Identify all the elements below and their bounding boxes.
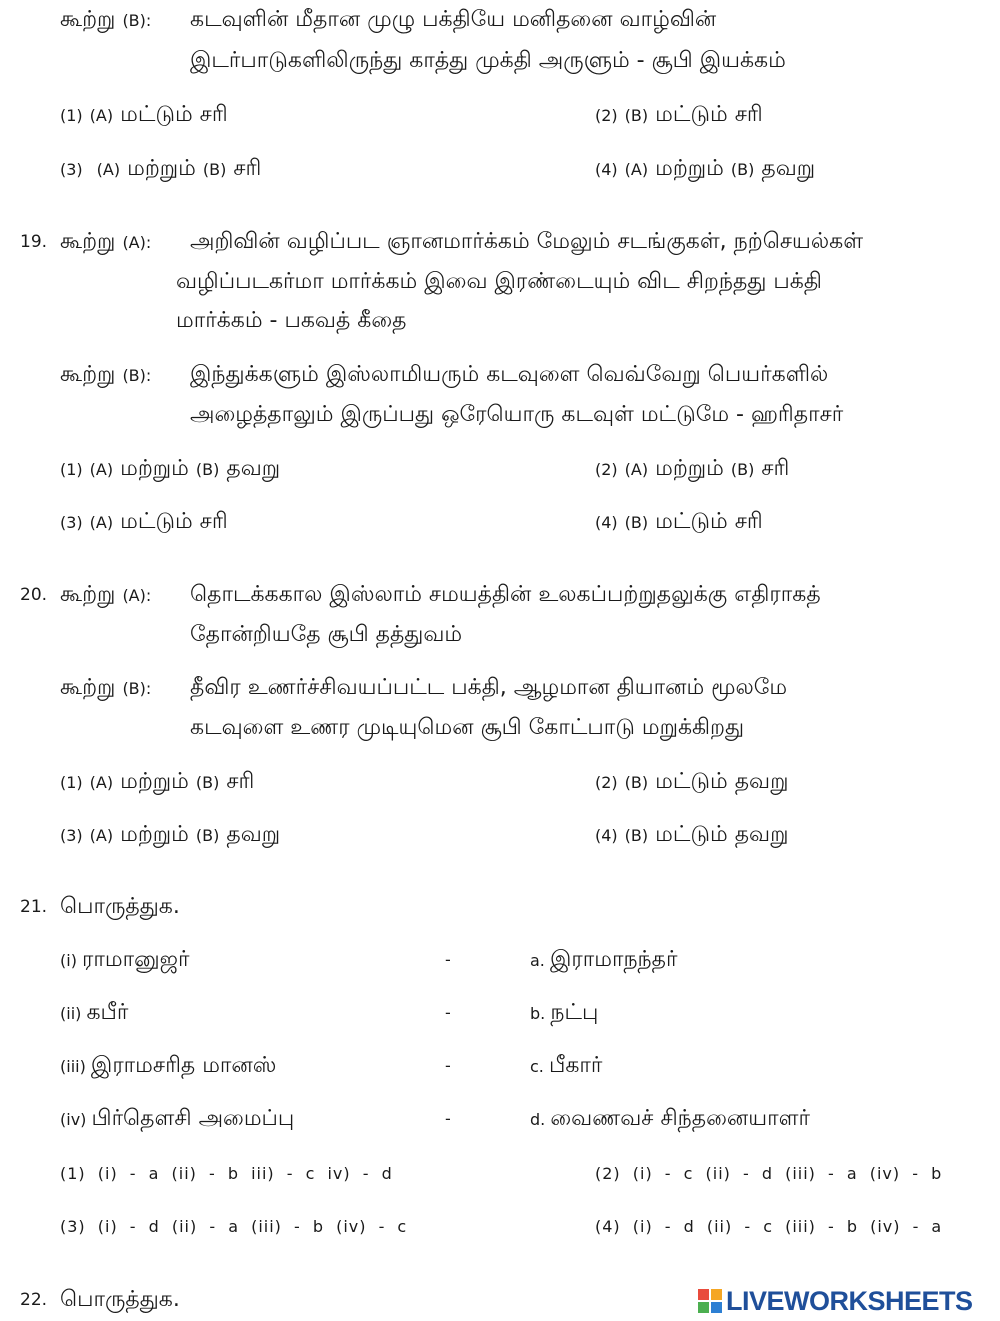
match-right-text: நட்பு xyxy=(550,1000,599,1025)
option-word: மற்றும் xyxy=(655,156,724,181)
q18-option-4[interactable] xyxy=(595,155,815,184)
option-number: (1) xyxy=(60,106,83,125)
option-word: மற்றும் xyxy=(120,456,189,481)
match-row-3 xyxy=(60,1052,276,1081)
option-word: தவறு xyxy=(226,456,281,481)
statement-label: கூற்று xyxy=(60,362,116,387)
statement-label: கூற்று xyxy=(60,7,116,32)
option-word: சரி xyxy=(761,456,790,481)
match-dash: - xyxy=(445,1056,451,1075)
option-tag: (B) xyxy=(624,826,649,845)
option-word: சரி xyxy=(734,102,763,127)
match-row-4 xyxy=(60,1105,294,1134)
option-tag: (B) xyxy=(730,160,755,179)
statement-tag: (A): xyxy=(122,586,152,605)
q20-statement-a xyxy=(60,581,151,610)
question-number-20: 20. xyxy=(20,585,48,605)
option-tag: (B) xyxy=(195,460,220,479)
q19-b-line2: அழைத்தாலும் இருப்பது ஒரேயொரு கடவுள் மட்டுமே - ஹரிதாசர் xyxy=(190,402,844,427)
option-number: (3) xyxy=(60,160,83,179)
option-tag: (A) xyxy=(89,773,114,792)
option-tag: (B) xyxy=(624,106,649,125)
option-tag: (A) xyxy=(624,160,649,179)
q19-option-2[interactable] xyxy=(595,455,789,484)
match-right-2 xyxy=(530,999,598,1028)
option-word: சரி xyxy=(233,156,262,181)
option-number: (2) xyxy=(595,773,618,792)
q21-option-4[interactable]: (4) (i) - d (ii) - c (iii) - b (iv) - a xyxy=(595,1217,943,1236)
option-tag: (A) xyxy=(89,460,114,479)
option-word: மற்றும் xyxy=(120,822,189,847)
option-number: (3) xyxy=(60,826,83,845)
option-word: தவறு xyxy=(734,822,789,847)
option-word: மட்டும் xyxy=(655,769,728,794)
liveworksheets-watermark xyxy=(698,1286,973,1316)
option-word: மற்றும் xyxy=(655,456,724,481)
option-word: மட்டும் xyxy=(655,509,728,534)
match-left-text: பிர்தௌசி அமைப்பு xyxy=(91,1106,295,1131)
statement-tag: (A): xyxy=(122,233,152,252)
q21-option-1[interactable]: (1) (i) - a (ii) - b iii) - c iv) - d xyxy=(60,1164,393,1183)
option-number: (4) xyxy=(595,160,618,179)
q21-title: பொருத்துக. xyxy=(60,894,180,919)
match-row-2 xyxy=(60,999,128,1028)
match-right-index: a. xyxy=(530,951,545,970)
option-tag: (A) xyxy=(624,460,649,479)
statement-label: கூற்று xyxy=(60,582,116,607)
question-number-22: 22. xyxy=(20,1290,48,1310)
option-word: சரி xyxy=(226,769,255,794)
match-right-text: பீகார் xyxy=(548,1053,603,1078)
option-word: மற்றும் xyxy=(127,156,196,181)
option-word: சரி xyxy=(734,509,763,534)
match-left-index: (iv) xyxy=(60,1110,87,1129)
option-word: சரி xyxy=(199,509,228,534)
match-dash: - xyxy=(445,1003,451,1022)
match-right-index: b. xyxy=(530,1004,546,1023)
q19-a-line1: அறிவின் வழிப்பட ஞானமார்க்கம் மேலும் சடங்குகள், நற்செயல்கள் xyxy=(190,229,864,254)
match-right-index: d. xyxy=(530,1110,546,1129)
option-tag: (B) xyxy=(624,513,649,532)
option-number: (4) xyxy=(595,826,618,845)
watermark-text: LIVEWORKSHEETS xyxy=(726,1285,973,1316)
q20-statement-b xyxy=(60,674,151,703)
q20-option-1[interactable] xyxy=(60,768,254,797)
q19-a-line3: மார்க்கம் - பகவத் கீதை xyxy=(176,308,407,333)
q18-option-1[interactable] xyxy=(60,101,228,130)
q20-option-2[interactable] xyxy=(595,768,788,797)
option-tag: (A) xyxy=(89,106,114,125)
option-number: (2) xyxy=(595,460,618,479)
match-left-text: ராமானுஜர் xyxy=(82,947,190,972)
q21-option-2[interactable]: (2) (i) - c (ii) - d (iii) - a (iv) - b xyxy=(595,1164,943,1183)
q18-statement-b xyxy=(60,6,151,35)
q19-b-line1: இந்துக்களும் இஸ்லாமியரும் கடவுளை வெவ்வேறு பெயர்களில் xyxy=(190,362,829,387)
q21-option-3[interactable]: (3) (i) - d (ii) - a (iii) - b (iv) - c xyxy=(60,1217,408,1236)
option-word: தவறு xyxy=(761,156,816,181)
option-word: மட்டும் xyxy=(120,102,193,127)
q19-statement-b xyxy=(60,361,151,390)
option-word: மட்டும் xyxy=(655,102,728,127)
match-left-index: (iii) xyxy=(60,1057,86,1076)
option-word: மற்றும் xyxy=(120,769,189,794)
q18-option-3[interactable] xyxy=(60,155,261,184)
question-number-19: 19. xyxy=(20,232,48,252)
q19-option-4[interactable] xyxy=(595,508,763,537)
q22-title: பொருத்துக. xyxy=(60,1287,180,1312)
statement-tag: (B): xyxy=(122,366,152,385)
match-right-1 xyxy=(530,946,678,975)
statement-tag: (B): xyxy=(122,11,152,30)
match-left-text: கபீர் xyxy=(86,1000,129,1025)
q20-a-line1: தொடக்ககால இஸ்லாம் சமயத்தின் உலகப்பற்றுதலுக்கு எதிராகத் xyxy=(190,582,821,607)
question-number-21: 21. xyxy=(20,897,48,917)
option-tag: (A) xyxy=(89,513,114,532)
statement-tag: (B): xyxy=(122,679,152,698)
option-word: தவறு xyxy=(226,822,281,847)
q20-option-4[interactable] xyxy=(595,821,788,850)
match-dash: - xyxy=(445,1109,451,1128)
q18-option-2[interactable] xyxy=(595,101,763,130)
q20-option-3[interactable] xyxy=(60,821,280,850)
q19-option-3[interactable] xyxy=(60,508,228,537)
option-word: மட்டும் xyxy=(655,822,728,847)
option-number: (4) xyxy=(595,513,618,532)
q20-a-line2: தோன்றியதே சூபி தத்துவம் xyxy=(190,622,463,647)
q18-b-line2: இடர்பாடுகளிலிருந்து காத்து முக்தி அருளும் - சூபி இயக்கம் xyxy=(190,48,786,73)
statement-label: கூற்று xyxy=(60,229,116,254)
option-tag: (A) xyxy=(96,160,121,179)
q18-b-line1: கடவுளின் மீதான முழு பக்தியே மனிதனை வாழ்வின் xyxy=(190,7,717,32)
match-right-3 xyxy=(530,1052,602,1081)
statement-label: கூற்று xyxy=(60,675,116,700)
option-number: (1) xyxy=(60,460,83,479)
option-word: தவறு xyxy=(734,769,789,794)
match-row-1 xyxy=(60,946,189,975)
option-tag: (B) xyxy=(624,773,649,792)
match-dash: - xyxy=(445,950,451,969)
option-number: (2) xyxy=(595,106,618,125)
option-tag: (B) xyxy=(202,160,227,179)
match-right-index: c. xyxy=(530,1057,544,1076)
option-tag: (B) xyxy=(195,826,220,845)
option-word: மட்டும் xyxy=(120,509,193,534)
q20-b-line2: கடவுளை உணர முடியுமென சூபி கோட்பாடு மறுக்கிறது xyxy=(190,715,745,740)
match-left-index: (i) xyxy=(60,951,77,970)
q19-a-line2: வழிப்படகர்மா மார்க்கம் இவை இரண்டையும் விட சிறந்தது பக்தி xyxy=(176,269,822,294)
q20-b-line1: தீவிர உணர்ச்சிவயப்பட்ட பக்தி, ஆழமான தியானம் மூலமே xyxy=(190,675,788,700)
match-right-text: வைணவச் சிந்தனையாளர் xyxy=(550,1106,810,1131)
option-word: சரி xyxy=(199,102,228,127)
option-number: (3) xyxy=(60,513,83,532)
q19-option-1[interactable] xyxy=(60,455,280,484)
q19-statement-a xyxy=(60,228,151,257)
liveworksheets-logo-icon xyxy=(698,1289,722,1313)
option-tag: (B) xyxy=(195,773,220,792)
match-left-index: (ii) xyxy=(60,1004,82,1023)
option-number: (1) xyxy=(60,773,83,792)
match-left-text: இராமசரித மானஸ் xyxy=(90,1053,277,1078)
match-right-text: இராமாநந்தர் xyxy=(549,947,678,972)
option-tag: (A) xyxy=(89,826,114,845)
option-tag: (B) xyxy=(730,460,755,479)
match-right-4 xyxy=(530,1105,810,1134)
